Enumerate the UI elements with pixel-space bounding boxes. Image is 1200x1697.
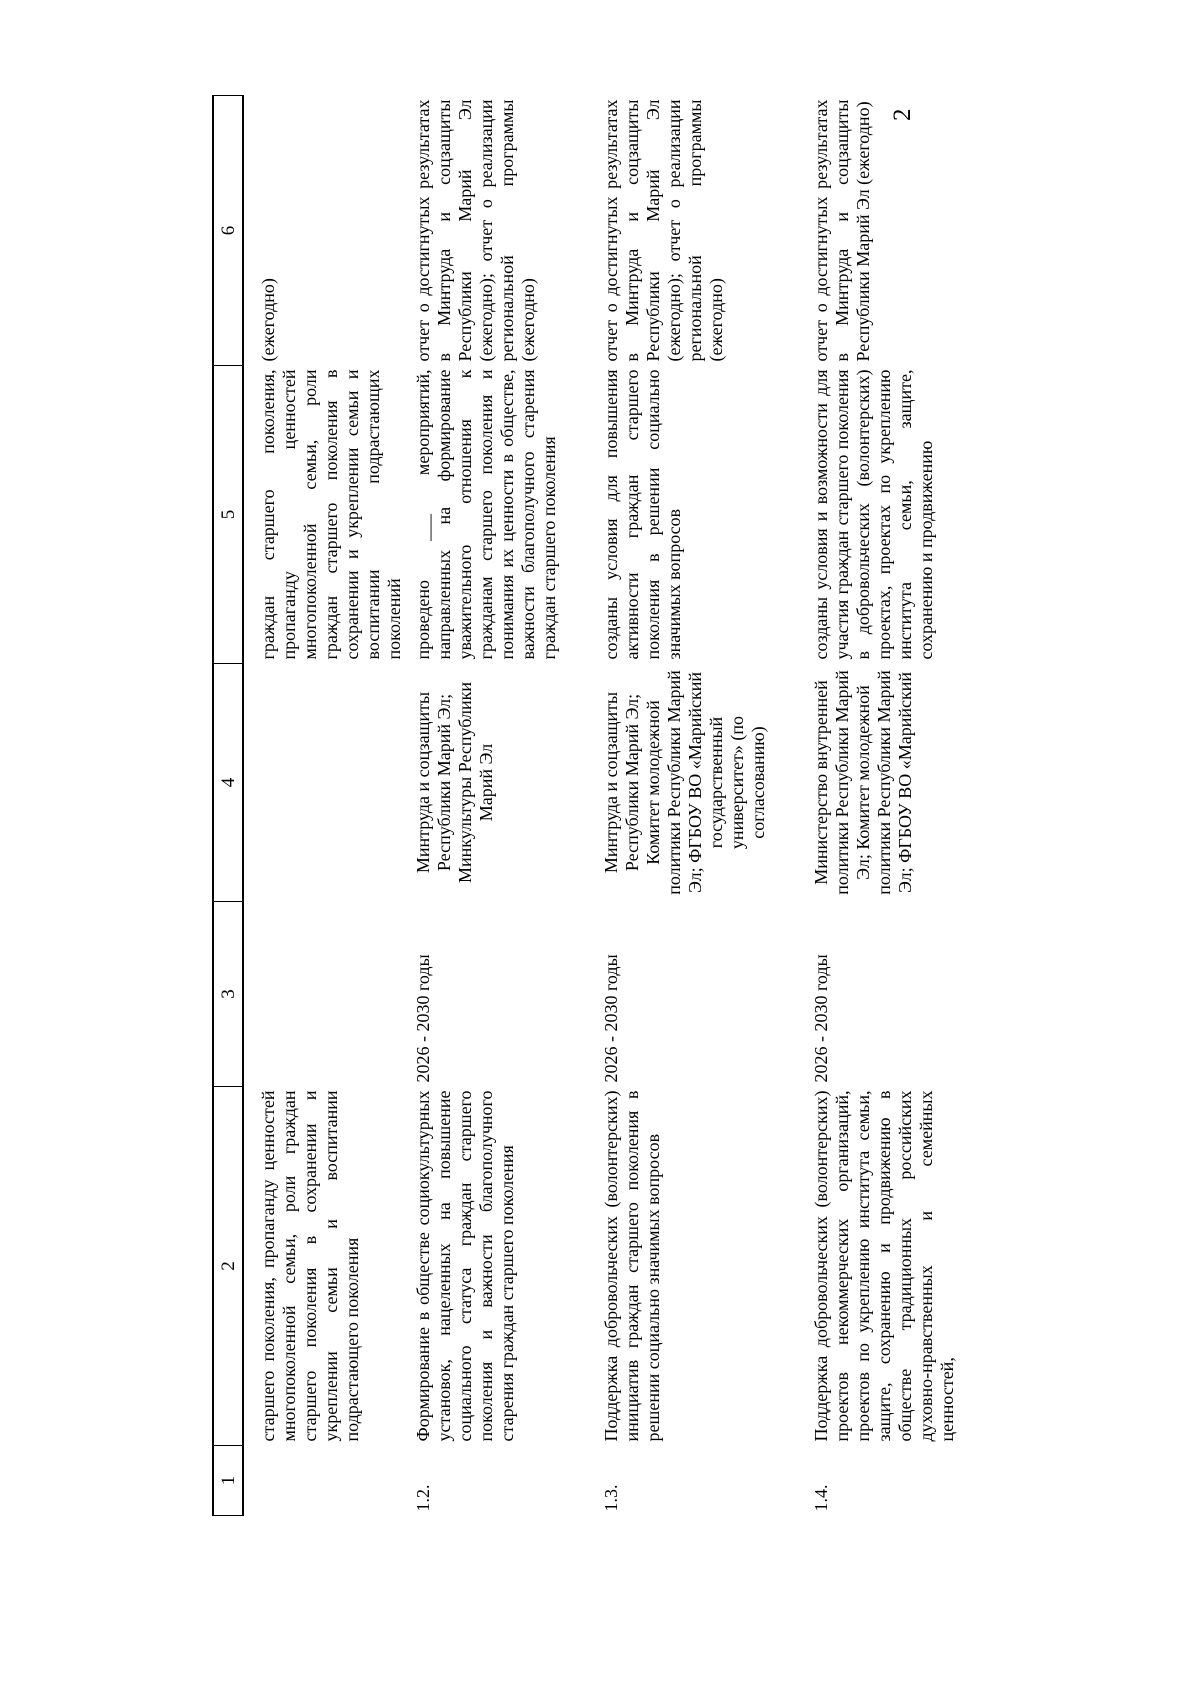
column-header: 2	[213, 1087, 243, 1446]
column-header: 6	[213, 96, 243, 366]
action-plan-table	[212, 95, 958, 1516]
table-row	[405, 96, 593, 1516]
executors: Министерство внутренней политики Республики Марий Эл; Комитет молодежной политики Республики Марий Эл; ФГБОУ ВО «Марийский	[811, 670, 915, 895]
event-name: Поддержка добровольческих (волонтерских) инициатив граждан старшего поколения в решении социально значимых вопросов	[601, 1090, 663, 1442]
expected-result: созданы условия для повышения активности граждан старшего поколения в решении социально значимых вопросов	[601, 369, 684, 660]
column-header: 3	[213, 902, 243, 1087]
event-name: Поддержка добровольческих (волонтерских) проектов некоммерческих организаций, проектов по укреплению института семьи, защите, сохранению и продвижению в обществе традиционных российских духовно-нравственных и семейных ценностей,	[811, 1090, 957, 1442]
column-header: 4	[213, 664, 243, 902]
executors	[243, 664, 405, 902]
report-form: отчет о достигнутых результатах в Минтруда и соцзащиты Республики Марий Эл (ежегодно); отчет о реализации региональной программы (ежегодно)	[601, 99, 726, 362]
rotated-table-container	[212, 96, 957, 1516]
period	[243, 902, 405, 1087]
item-number: 1.3.	[601, 1484, 621, 1512]
column-header: 1	[213, 1446, 243, 1516]
executors: Минтруда и соцзащиты Республики Марий Эл; Минкультуры Республики Марий Эл	[413, 682, 496, 883]
table-row	[803, 96, 958, 1516]
report-form: отчет о достигнутых результатах в Минтруда и соцзащиты Республики Марий Эл (ежегодно); отчет о реализации региональной программы (ежегодно)	[413, 99, 538, 362]
period: 2026 - 2030 годы	[413, 954, 433, 1083]
item-number: 1.2.	[413, 1484, 433, 1512]
event-name: Формирование в обществе социокультурных установок, нацеленных на повышение социального статуса граждан старшего поколения и важности благополучного старения граждан старшего поколения	[413, 1090, 517, 1442]
period: 2026 - 2030 годы	[811, 954, 831, 1083]
column-header: 5	[213, 366, 243, 664]
item-number	[243, 1446, 405, 1516]
table-row	[243, 96, 405, 1516]
event-name: старшего поколения, пропаганду ценностей многопоколенной семьи, роли граждан старшего поколения в сохранении и укреплении семьи и воспитании подрастающего поколения	[258, 1090, 362, 1442]
expected-result: созданы условия и возможности для участия граждан старшего поколения в добровольческих (волонтерских) проектах, проектах по укреплению института семьи, защите, сохранению и продвижению	[811, 369, 936, 660]
page-number: 2	[889, 108, 916, 122]
executors: Минтруда и соцзащиты Республики Марий Эл; Комитет молодежной политики Республики Марий Эл; ФГБОУ ВО «Марийский государственный университет» (по согласованию)	[601, 670, 768, 895]
expected-result: проведено ___ мероприятий, направленных на формирование уважительного отношения к гражданам старшего поколения и понимания их ценности в обществе, важности благополучного старения граждан старшего поколения	[413, 369, 559, 660]
report-form: (ежегодно)	[258, 278, 278, 362]
table-header-row	[213, 96, 243, 1516]
period: 2026 - 2030 годы	[601, 954, 621, 1083]
report-form: отчет о достигнутых результатах в Минтруда и соцзащиты Республики Марий Эл (ежегодно)	[811, 99, 873, 362]
table-row	[593, 96, 803, 1516]
item-number: 1.4.	[811, 1484, 831, 1512]
expected-result: граждан старшего поколения, пропаганду ценностей многопоколенной семьи, роли граждан старшего поколения в сохранении и укреплении семьи и воспитании подрастающих поколений	[258, 369, 404, 660]
